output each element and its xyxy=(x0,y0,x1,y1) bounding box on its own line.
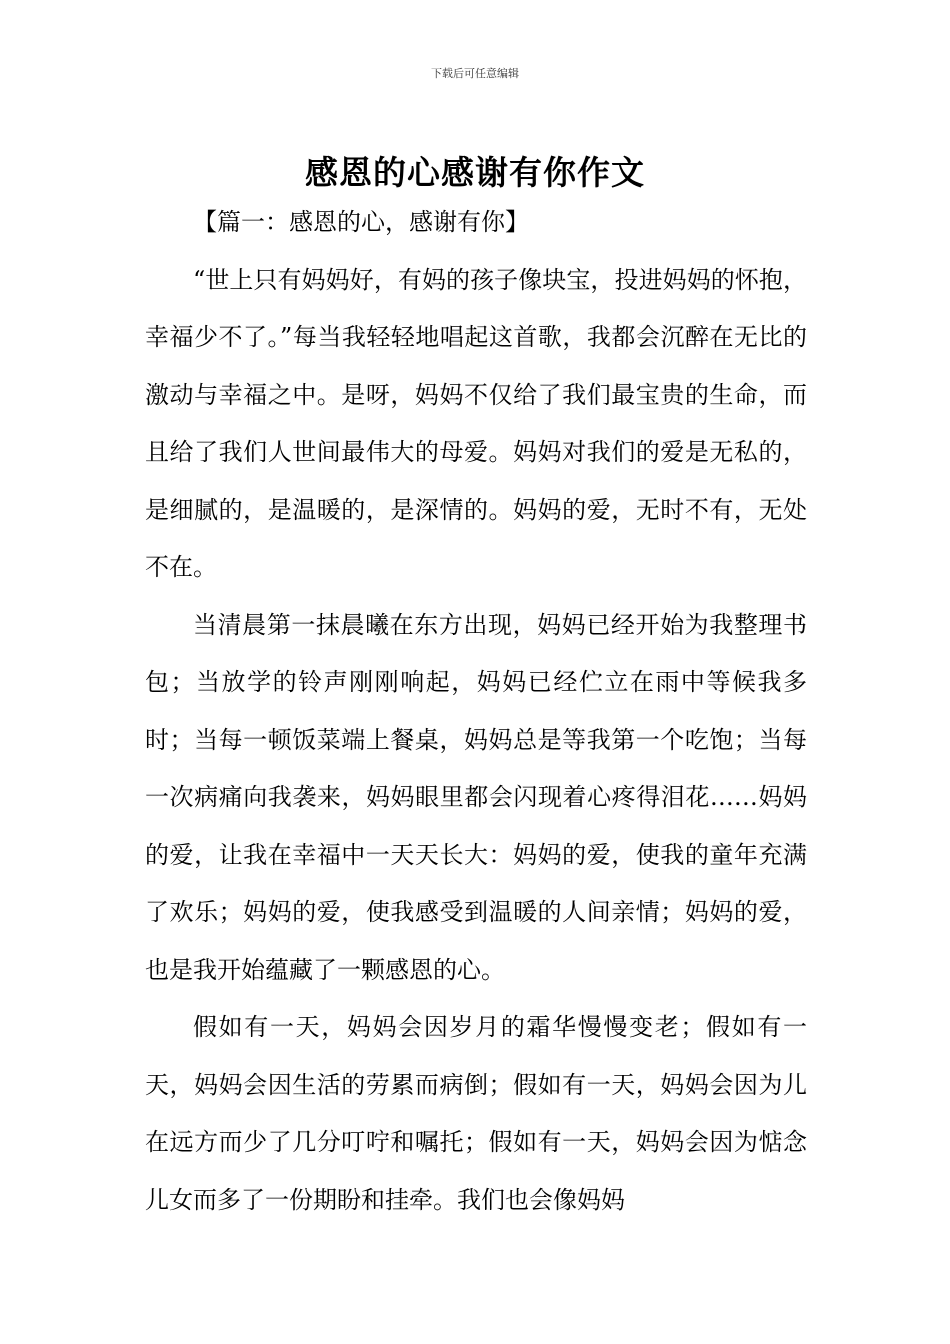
document-title: 感恩的心感谢有你作文 xyxy=(305,153,645,193)
paragraph-2: 当清晨第一抹晨曦在东方出现，妈妈已经开始为我整理书包；当放学的铃声刚刚响起，妈妈已经伫立在雨中等候我多时；当每一顿饭菜端上餐桌，妈妈总是等我第一个吃饱；当每一次病痛向我袭来，妈妈眼里都会闪现着心疼得泪花……妈妈的爱，让我在幸福中一天天长大：妈妈的爱，使我的童年充满了欢乐；妈妈的爱，使我感受到温暖的人间亲情；妈妈的爱，也是我开始蕴藏了一颗感恩的心。 xyxy=(145,610,807,984)
document-body xyxy=(145,194,807,1229)
paragraph-3: 假如有一天，妈妈会因岁月的霜华慢慢变老；假如有一天，妈妈会因生活的劳累而病倒；假如有一天，妈妈会因为儿在远方而少了几分叮咛和嘱托；假如有一天，妈妈会因为惦念儿女而多了一份期盼和挂牵。我们也会像妈妈 xyxy=(145,1013,807,1214)
section-heading: 【篇一：感恩的心，感谢有你】 xyxy=(193,208,529,236)
page-header-note: 下载后可任意编辑 xyxy=(431,67,519,80)
paragraph-1: “世上只有妈妈好，有妈的孩子像块宝，投进妈妈的怀抱，幸福少不了。”每当我轻轻地唱起这首歌，我都会沉醉在无比的激动与幸福之中。是呀，妈妈不仅给了我们最宝贵的生命，而且给了我们人世间最伟大的母爱。妈妈对我们的爱是无私的，是细腻的，是温暖的，是深情的。妈妈的爱，无时不有，无处不在。 xyxy=(145,265,807,581)
